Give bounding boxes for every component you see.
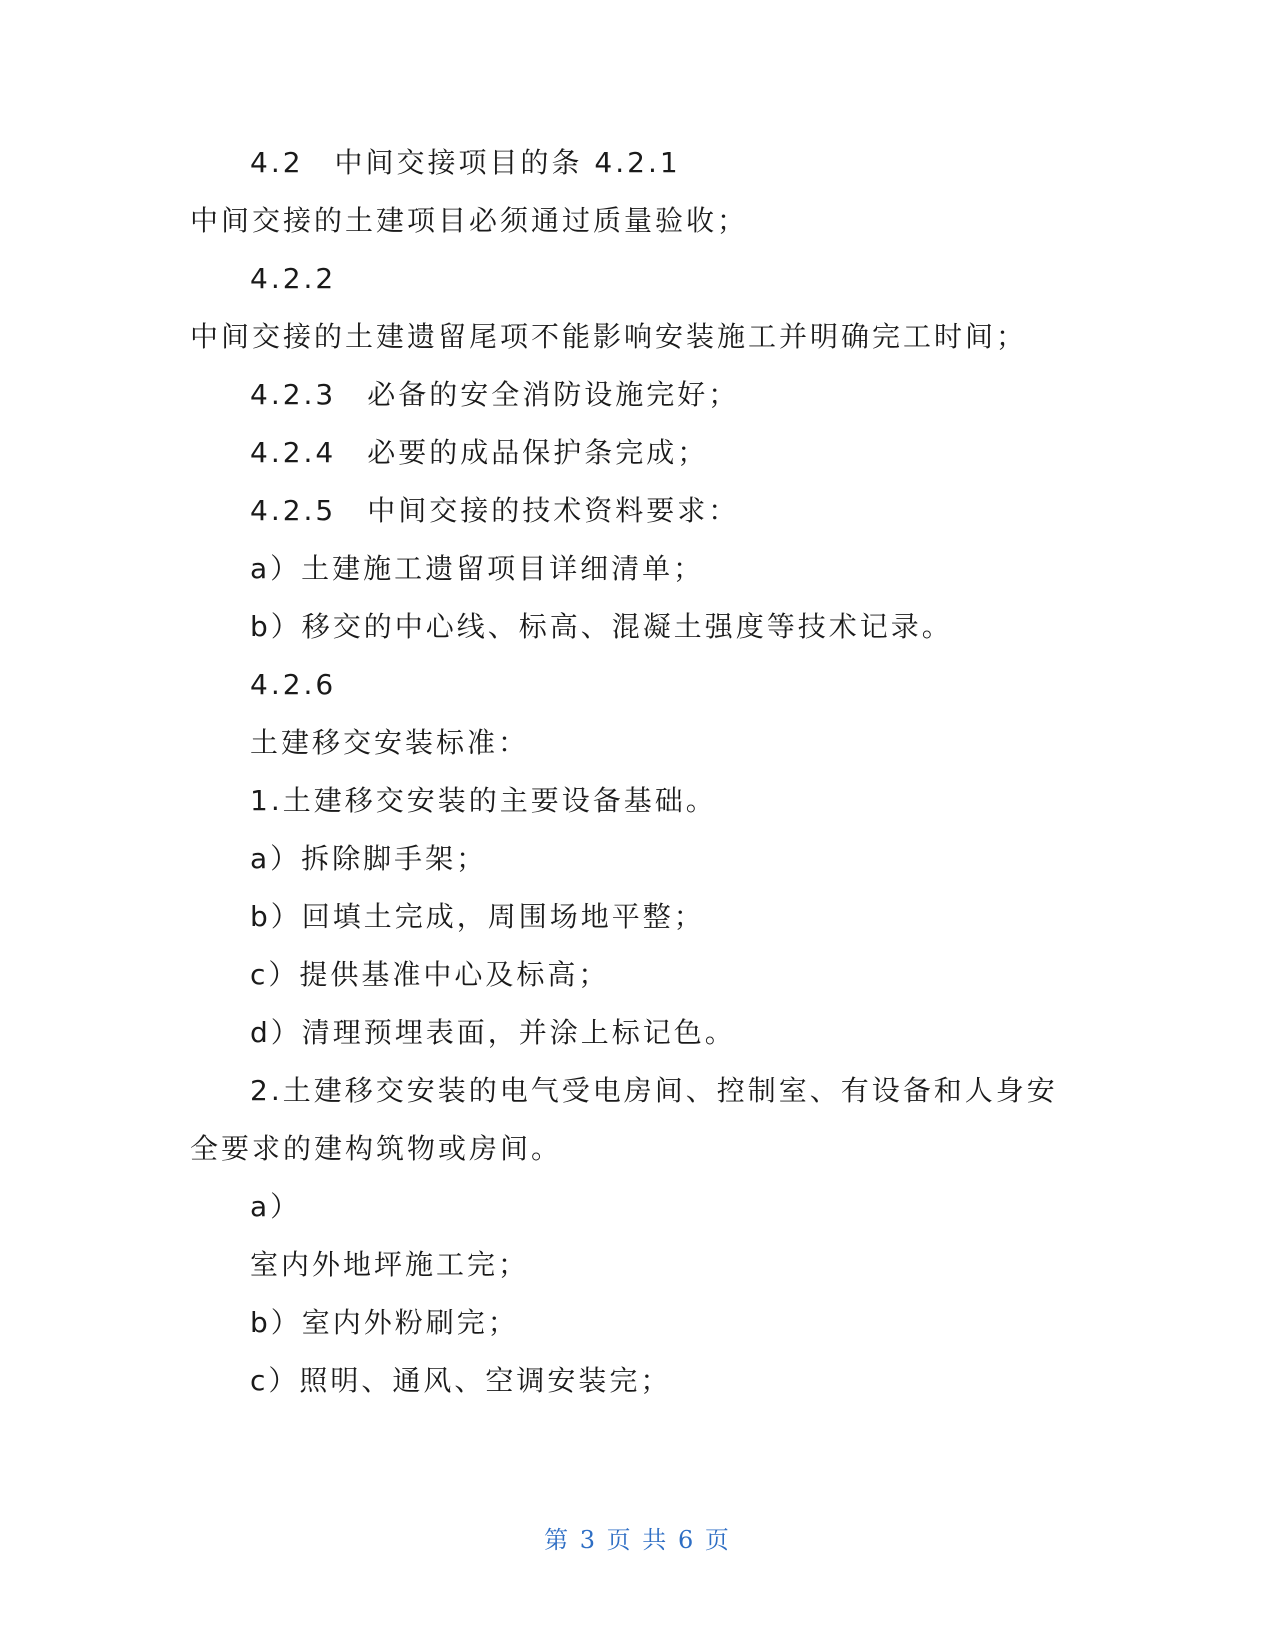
text-line-15: c）提供基准中心及标高； bbox=[250, 958, 610, 991]
page-number-footer: 第 3 页 共 6 页 bbox=[544, 1526, 731, 1554]
text-line-20: 室内外地坪施工完； bbox=[250, 1248, 530, 1281]
text-line-9: b）移交的中心线、标高、混凝土强度等技术记录。 bbox=[250, 610, 953, 643]
text-line-3: 4.2.2 bbox=[250, 262, 337, 295]
text-line-19: a） bbox=[250, 1190, 302, 1223]
text-line-7: 4.2.5 中间交接的技术资料要求： bbox=[250, 494, 740, 527]
text-line-4: 中间交接的土建遗留尾项不能影响安装施工并明确完工时间； bbox=[190, 320, 1028, 353]
text-line-1: 4.2 中间交接项目的条 4.2.1 bbox=[250, 146, 681, 179]
text-line-11: 土建移交安装标准： bbox=[250, 726, 530, 759]
text-line-2: 中间交接的土建项目必须通过质量验收； bbox=[190, 204, 749, 237]
text-line-6: 4.2.4 必要的成品保护条完成； bbox=[250, 436, 709, 469]
text-line-14: b）回填土完成，周围场地平整； bbox=[250, 900, 705, 933]
text-line-17: 2.土建移交安装的电气受电房间、控制室、有设备和人身安 bbox=[250, 1074, 1058, 1107]
text-line-18: 全要求的建构筑物或房间。 bbox=[190, 1132, 563, 1165]
text-line-16: d）清理预埋表面，并涂上标记色。 bbox=[250, 1016, 736, 1049]
text-line-8: a）土建施工遗留项目详细清单； bbox=[250, 552, 705, 585]
text-line-10: 4.2.6 bbox=[250, 668, 337, 701]
text-line-21: b）室内外粉刷完； bbox=[250, 1306, 519, 1339]
text-line-22: c）照明、通风、空调安装完； bbox=[250, 1364, 672, 1397]
text-line-12: 1.土建移交安装的主要设备基础。 bbox=[250, 784, 717, 817]
text-line-13: a）拆除脚手架； bbox=[250, 842, 488, 875]
text-line-5: 4.2.3 必备的安全消防设施完好； bbox=[250, 378, 740, 411]
